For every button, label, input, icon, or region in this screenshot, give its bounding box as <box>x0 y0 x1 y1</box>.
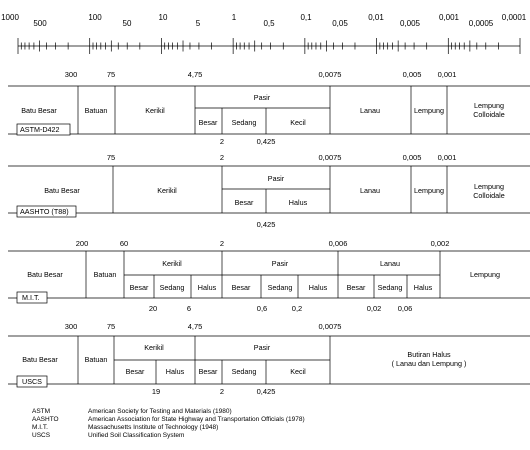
lanau-label: Lanau <box>360 186 380 195</box>
scale-label: 1000 <box>1 13 19 22</box>
halus-label: Halus <box>308 283 328 292</box>
boundary-value: 0,0075 <box>318 153 342 162</box>
legend-abbr: M.I.T. <box>32 424 48 431</box>
boundary-value: 4,75 <box>187 322 203 331</box>
halus-label: Halus <box>288 198 308 207</box>
pasir-label: Pasir <box>267 174 285 183</box>
boundary-value: 0,0075 <box>318 322 342 331</box>
lempung-colloidale-label: Lempung <box>474 101 504 110</box>
legend-abbr: USCS <box>32 432 51 439</box>
halus-label: Halus <box>197 283 217 292</box>
aashto-tag-label: AASHTO (T88) <box>20 207 69 216</box>
scale-label: 0,5 <box>263 19 275 28</box>
boundary-value: 19 <box>151 387 161 396</box>
legend-abbr: AASHTO <box>32 416 59 423</box>
aashto-section <box>8 153 530 229</box>
sedang-label: Sedang <box>267 283 293 292</box>
legend-abbr: ASTM <box>32 408 51 415</box>
pasir-label: Pasir <box>253 93 271 102</box>
boundary-value: 0,001 <box>437 153 457 162</box>
mit-section <box>8 239 530 313</box>
besar-label: Besar <box>125 367 145 376</box>
boundary-value: 2 <box>219 239 225 248</box>
boundary-value: 60 <box>119 239 129 248</box>
boundary-value: 0,002 <box>430 239 450 248</box>
particle-size-scale <box>1 13 527 54</box>
sedang-label: Sedang <box>231 367 257 376</box>
boundary-value: 2 <box>219 387 225 396</box>
batu-besar-label: Batu Besar <box>27 270 63 279</box>
boundary-value: 75 <box>106 70 116 79</box>
lempung-colloidale-label: Colloidale <box>473 191 505 200</box>
scale-label: 50 <box>122 19 132 28</box>
scale-label: 0,05 <box>332 19 348 28</box>
batuan-label: Batuan <box>84 355 108 364</box>
butiran-halus-label: Butiran Halus <box>407 350 451 359</box>
scale-label: 1 <box>231 13 237 22</box>
scale-label: 10 <box>158 13 168 22</box>
lempung-colloidale-label: Colloidale <box>473 110 505 119</box>
boundary-value: 2 <box>219 153 225 162</box>
butiran-halus-label: ( Lanau dan Lempung ) <box>391 359 467 368</box>
boundary-value: 300 <box>64 70 78 79</box>
batu-besar-label: Batu Besar <box>44 186 80 195</box>
boundary-value: 0,001 <box>437 70 457 79</box>
sedang-label: Sedang <box>377 283 403 292</box>
legend-desc: American Society for Testing and Materials (1980) <box>88 408 232 415</box>
boundary-value: 0,425 <box>256 387 276 396</box>
besar-label: Besar <box>198 367 218 376</box>
sedang-label: Sedang <box>159 283 185 292</box>
sedang-label: Sedang <box>231 118 257 127</box>
kerikil-label: Kerikil <box>157 186 177 195</box>
boundary-value: 0,005 <box>402 153 422 162</box>
lempung-label: Lempung <box>414 186 444 195</box>
boundary-value: 75 <box>106 322 116 331</box>
boundary-value: 4,75 <box>187 70 203 79</box>
batuan-label: Batuan <box>93 270 117 279</box>
scale-label: 0,0001 <box>501 13 527 22</box>
besar-label: Besar <box>346 283 366 292</box>
scale-label: 0,001 <box>438 13 460 22</box>
boundary-value: 75 <box>106 153 116 162</box>
legend-desc: Massachusetts Institute of Technology (1948) <box>88 424 219 431</box>
boundary-value: 20 <box>148 304 158 313</box>
legend-desc: Unified Soil Classification System <box>88 432 185 439</box>
batuan-label: Batuan <box>84 106 108 115</box>
boundary-value: 0,02 <box>366 304 382 313</box>
besar-label: Besar <box>234 198 254 207</box>
boundary-value: 0,06 <box>397 304 413 313</box>
boundary-value: 200 <box>75 239 89 248</box>
kerikil-label: Kerikil <box>162 259 182 268</box>
astm-section <box>8 70 530 146</box>
mit-tag-label: M.I.T. <box>22 293 40 302</box>
pasir-label: Pasir <box>253 343 271 352</box>
scale-label: 0,01 <box>368 13 384 22</box>
scale-label: 0,0005 <box>468 19 494 28</box>
lanau-label: Lanau <box>380 259 400 268</box>
batu-besar-label: Batu Besar <box>22 355 58 364</box>
boundary-value: 2 <box>219 137 225 146</box>
boundary-value: 300 <box>64 322 78 331</box>
besar-label: Besar <box>198 118 218 127</box>
legend-desc: American Association for State Highway and Transportation Officials (1978) <box>88 416 305 423</box>
boundary-value: 0,6 <box>256 304 268 313</box>
lempung-label: Lempung <box>470 270 500 279</box>
kecil-label: Kecil <box>290 367 306 376</box>
boundary-value: 0,425 <box>256 220 276 229</box>
boundary-value: 6 <box>186 304 192 313</box>
kerikil-label: Kerikil <box>144 343 164 352</box>
kecil-label: Kecil <box>290 118 306 127</box>
scale-label: 100 <box>88 13 102 22</box>
kerikil-label: Kerikil <box>145 106 165 115</box>
lempung-label: Lempung <box>414 106 444 115</box>
boundary-value: 0,425 <box>256 137 276 146</box>
lanau-label: Lanau <box>360 106 380 115</box>
scale-label: 500 <box>33 19 47 28</box>
boundary-value: 0,005 <box>402 70 422 79</box>
boundary-value: 0,2 <box>291 304 303 313</box>
scale-label: 0,005 <box>399 19 421 28</box>
halus-label: Halus <box>413 283 433 292</box>
lempung-colloidale-label: Lempung <box>474 182 504 191</box>
uscs-section <box>8 322 530 396</box>
halus-label: Halus <box>165 367 185 376</box>
astm-tag-label: ASTM-D422 <box>20 125 60 134</box>
besar-label: Besar <box>129 283 149 292</box>
besar-label: Besar <box>231 283 251 292</box>
boundary-value: 0,006 <box>328 239 348 248</box>
scale-label: 0,1 <box>300 13 312 22</box>
scale-label: 5 <box>195 19 201 28</box>
uscs-tag-label: USCS <box>22 377 42 386</box>
batu-besar-label: Batu Besar <box>21 106 57 115</box>
pasir-label: Pasir <box>271 259 289 268</box>
boundary-value: 0,0075 <box>318 70 342 79</box>
